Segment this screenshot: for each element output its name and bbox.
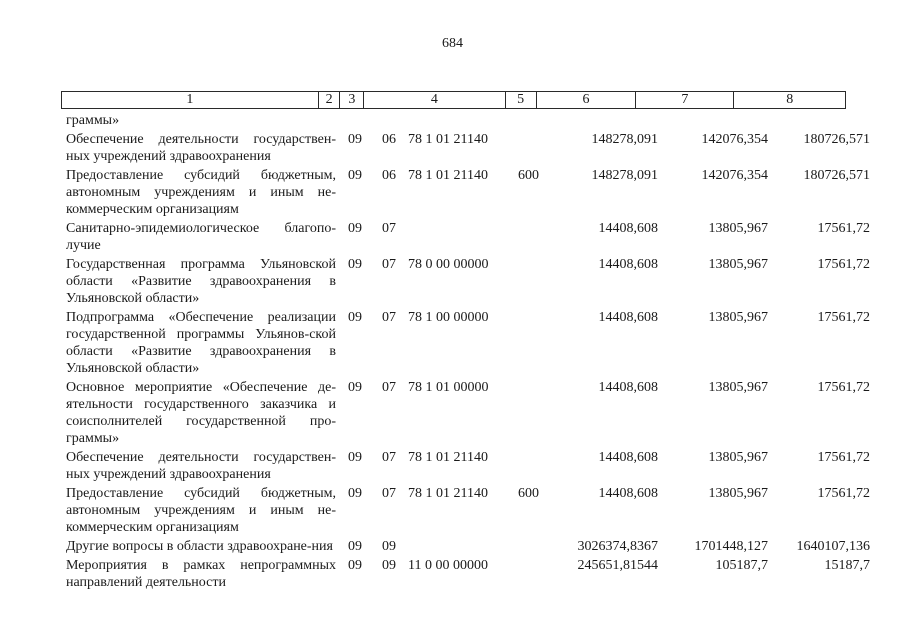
row-name: Подпрограмма «Обеспечение реализации государственной программы Ульянов-ской области «Развитие здравоохранения в Ульяновской области» (66, 310, 336, 376)
column-header-4: 4 (364, 92, 506, 108)
row-cell (518, 309, 548, 377)
table-row (0, 256, 905, 307)
row-name: Предоставление субсидий бюджетным, автономным учреждениям и иным не-коммерческим организациям (66, 486, 336, 535)
row-cell (518, 256, 548, 307)
row-cell: 06 (382, 168, 396, 183)
row-cell: 142076,354 (701, 168, 768, 183)
row-cell: 13805,967 (708, 450, 768, 465)
row-name: Государственная программа Ульяновской области «Развитие здравоохранения в Ульяновской области» (66, 257, 336, 306)
row-cell: 180726,571 (803, 168, 870, 183)
row-cell (348, 112, 382, 129)
row-cell: 13805,967 (708, 380, 768, 395)
row-cell (518, 538, 548, 555)
table-row (0, 485, 905, 536)
row-cell: 600 (518, 486, 539, 501)
row-cell: 245651,81544 (577, 558, 658, 573)
row-cell (518, 557, 548, 591)
row-cell: 09 (348, 380, 362, 395)
row-cell (768, 112, 870, 129)
table-row (0, 449, 905, 483)
row-cell: 09 (348, 539, 362, 554)
column-header-6: 6 (537, 92, 637, 108)
row-cell (408, 112, 518, 129)
row-cell (548, 112, 658, 129)
row-cell (408, 220, 518, 254)
row-cell: 09 (348, 168, 362, 183)
table-row (0, 309, 905, 377)
table-row (0, 112, 905, 129)
row-cell (518, 131, 548, 165)
row-cell: 07 (382, 450, 396, 465)
table-header (61, 91, 846, 109)
row-cell: 07 (382, 221, 396, 236)
column-header-8: 8 (786, 92, 794, 107)
row-name: Мероприятия в рамках непрограммных направлений деятельности (66, 558, 336, 590)
row-cell: 07 (382, 257, 396, 272)
row-cell: 13805,967 (708, 310, 768, 325)
row-cell: 14408,608 (598, 257, 658, 272)
row-cell: 14408,608 (598, 486, 658, 501)
row-cell: 17561,72 (817, 310, 870, 325)
row-cell: 3026374,8367 (577, 539, 658, 554)
row-cell: 07 (382, 380, 396, 395)
row-cell (408, 538, 518, 555)
row-cell: 78 1 00 00000 (408, 310, 489, 325)
row-name: Другие вопросы в области здравоохране-ния (66, 539, 333, 554)
row-cell (518, 112, 548, 129)
row-cell: 09 (348, 310, 362, 325)
table-row (0, 167, 905, 218)
row-name: граммы» (66, 113, 120, 128)
row-cell: 180726,571 (803, 132, 870, 147)
row-cell: 1640107,136 (796, 539, 870, 554)
table-row (0, 538, 905, 555)
row-cell: 17561,72 (817, 257, 870, 272)
row-cell: 09 (348, 450, 362, 465)
row-cell: 78 1 01 21140 (408, 450, 488, 465)
column-header-7: 7 (636, 92, 734, 108)
row-cell: 13805,967 (708, 486, 768, 501)
table-row (0, 131, 905, 165)
page-number: 684 (442, 36, 463, 51)
row-cell: 78 1 01 21140 (408, 132, 488, 147)
row-cell: 09 (348, 257, 362, 272)
row-cell: 148278,091 (591, 132, 658, 147)
row-cell: 11 0 00 00000 (408, 558, 488, 573)
column-header-3: 3 (340, 92, 364, 108)
row-cell: 06 (382, 132, 396, 147)
row-cell: 07 (382, 310, 396, 325)
table-row (0, 220, 905, 254)
row-cell: 14408,608 (598, 310, 658, 325)
row-name: Предоставление субсидий бюджетным, автономным учреждениям и иным не-коммерческим организациям (66, 168, 336, 217)
row-cell: 14408,608 (598, 380, 658, 395)
column-header-2: 2 (319, 92, 341, 108)
row-cell: 15187,7 (824, 558, 870, 573)
table-body (0, 112, 905, 593)
row-cell: 17561,72 (817, 380, 870, 395)
column-header-1: 1 (62, 92, 319, 108)
row-cell: 17561,72 (817, 486, 870, 501)
row-cell: 14408,608 (598, 221, 658, 236)
table-row (0, 557, 905, 591)
row-cell: 1701448,127 (694, 539, 768, 554)
row-cell (518, 449, 548, 483)
row-cell: 09 (348, 558, 362, 573)
row-cell: 09 (348, 486, 362, 501)
row-cell: 142076,354 (701, 132, 768, 147)
row-name: Санитарно-эпидемиологическое благопо-лучие (66, 221, 336, 253)
row-cell (518, 220, 548, 254)
row-cell: 14408,608 (598, 450, 658, 465)
row-cell: 105187,7 (715, 558, 768, 573)
row-cell: 13805,967 (708, 257, 768, 272)
row-cell: 13805,967 (708, 221, 768, 236)
row-cell: 09 (348, 132, 362, 147)
table-row (0, 379, 905, 447)
column-header-5: 5 (506, 92, 537, 108)
row-cell: 17561,72 (817, 450, 870, 465)
row-cell: 07 (382, 486, 396, 501)
row-cell: 78 1 01 00000 (408, 380, 489, 395)
row-name: Обеспечение деятельности государствен-ных учреждений здравоохранения (66, 450, 336, 482)
row-cell: 17561,72 (817, 221, 870, 236)
row-cell (658, 112, 768, 129)
row-cell: 09 (382, 539, 396, 554)
row-cell: 600 (518, 168, 539, 183)
row-cell: 148278,091 (591, 168, 658, 183)
row-cell: 78 1 01 21140 (408, 168, 488, 183)
row-cell: 09 (348, 221, 362, 236)
row-cell (382, 112, 408, 129)
row-cell: 78 0 00 00000 (408, 257, 489, 272)
row-cell (518, 379, 548, 447)
row-cell: 09 (382, 558, 396, 573)
row-name: Обеспечение деятельности государствен-ных учреждений здравоохранения (66, 132, 336, 164)
row-name: Основное мероприятие «Обеспечение де-ятельности государственного заказчика и соисполнителей государственной про-граммы» (66, 380, 336, 446)
row-cell: 78 1 01 21140 (408, 486, 488, 501)
